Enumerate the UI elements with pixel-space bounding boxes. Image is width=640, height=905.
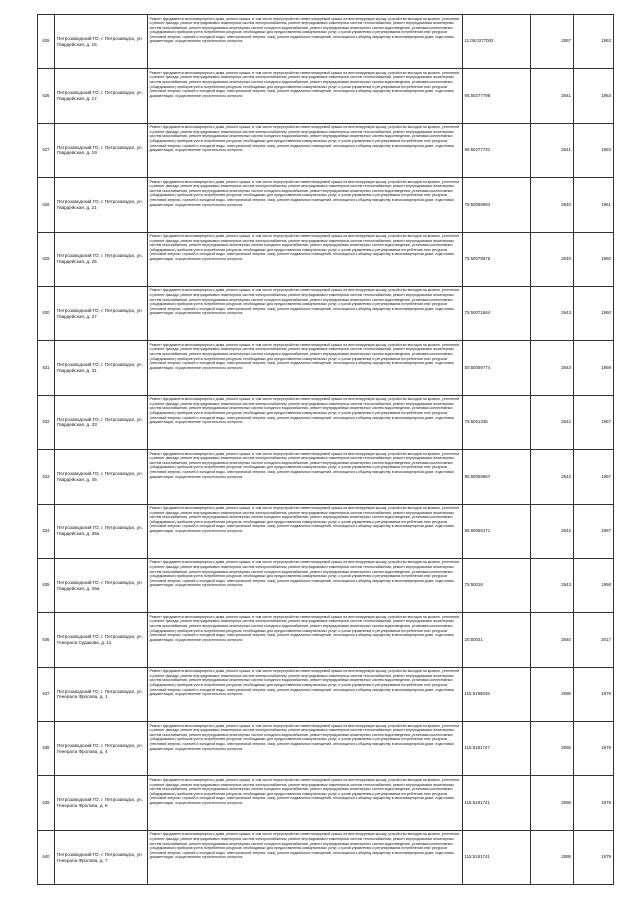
row-year: 1957 — [574, 450, 614, 504]
row-year: 1961 — [574, 178, 614, 232]
table-row — [38, 15, 614, 69]
row-number: 632 — [38, 395, 55, 449]
row-address: Петрозаводский ГО, г. Петрозаводск, ул. Генерала Фролова, д. 1 — [55, 667, 148, 721]
row-cadastral-number: 75:50089994 — [463, 178, 531, 232]
row-cadastral-number: 95:50059171 — [463, 504, 531, 558]
row-number: 640 — [38, 830, 55, 884]
row-work-description: Ремонт фундамента многоквартирного дома, ремонт крыши, в том числе переустройство невентилируемой крыши на вентилируемую крышу, устройство выходов на кровлю, утепление и ремонт фасада, ремонт внутридомовых инженерных систем электроснабжения, ремонт внутридомовых инженерных систем теплоснабжения, ремонт внутридомовых инженерных систем газоснабжения, ремонт внутридомовых инженерных систем холодного водоснабжения, ремонт внутридомовых инженерных систем водоотведения, установка коллективных (общедомовых) приборов учета потребления ресурсов, необходимых для предоставления коммунальных услуг, и узлов управления и регулирования потребления этих ресурсов (тепловой энергии, горячей и холодной воды, электрической энергии, газа), ремонт подвальных помещений, относящихся к общему имуществу в многоквартирном доме, подготовка документации, осуществление строительного контроля — [148, 504, 463, 558]
row-area: 2640 — [531, 178, 574, 232]
table-row — [38, 722, 614, 776]
table-row — [38, 558, 614, 612]
table-row — [38, 341, 614, 395]
row-work-description: Ремонт фундамента многоквартирного дома, ремонт крыши, в том числе переустройство невентилируемой крыши на вентилируемую крышу, устройство выходов на кровлю, утепление и ремонт фасада, ремонт внутридомовых инженерных систем электроснабжения, ремонт внутридомовых инженерных систем теплоснабжения, ремонт внутридомовых инженерных систем газоснабжения, ремонт внутридомовых инженерных систем холодного водоснабжения, ремонт внутридомовых инженерных систем водоотведения, установка коллективных (общедомовых) приборов учета потребления ресурсов, необходимых для предоставления коммунальных услуг, и узлов управления и регулирования потребления этих ресурсов (тепловой энергии, горячей и холодной воды, электрической энергии, газа), ремонт подвальных помещений, относящихся к общему имуществу в многоквартирном доме, подготовка документации, осуществление строительного контроля — [148, 15, 463, 69]
row-year: 1957 — [574, 395, 614, 449]
row-work-description: Ремонт фундамента многоквартирного дома, ремонт крыши, в том числе переустройство невентилируемой крыши на вентилируемую крышу, устройство выходов на кровлю, утепление и ремонт фасада, ремонт внутридомовых инженерных систем электроснабжения, ремонт внутридомовых инженерных систем теплоснабжения, ремонт внутридомовых инженерных систем газоснабжения, ремонт внутридомовых инженерных систем холодного водоснабжения, ремонт внутридомовых инженерных систем водоотведения, установка коллективных (общедомовых) приборов учета потребления ресурсов, необходимых для предоставления коммунальных услуг, и узлов управления и регулирования потребления этих ресурсов (тепловой энергии, горячей и холодной воды, электрической энергии, газа), ремонт подвальных помещений, относящихся к общему имуществу в многоквартирном доме, подготовка документации, осуществление строительного контроля — [148, 232, 463, 286]
row-address: Петрозаводский ГО, г. Петрозаводск, ул. Гвардейская, д. 45 — [55, 450, 148, 504]
works-table — [37, 14, 614, 885]
row-area: 2595 — [531, 776, 574, 830]
row-address: Петрозаводский ГО, г. Петрозаводск, ул. Гвардейская, д. 15 — [55, 15, 148, 69]
works-table-body — [38, 15, 614, 885]
table-row — [38, 830, 614, 884]
row-address: Петрозаводский ГО, г. Петрозаводск, ул. Гвардейская, д. 31 — [55, 341, 148, 395]
row-address: Петрозаводский ГО, г. Петрозаводск, ул. Генерала Фролова, д. 7 — [55, 830, 148, 884]
table-row — [38, 450, 614, 504]
row-cadastral-number: 95:50277798 — [463, 69, 531, 123]
row-work-description: Ремонт фундамента многоквартирного дома, ремонт крыши, в том числе переустройство невентилируемой крыши на вентилируемую крышу, устройство выходов на кровлю, утепление и ремонт фасада, ремонт внутридомовых инженерных систем электроснабжения, ремонт внутридомовых инженерных систем теплоснабжения, ремонт внутридомовых инженерных систем газоснабжения, ремонт внутридомовых инженерных систем холодного водоснабжения, ремонт внутридомовых инженерных систем водоотведения, установка коллективных (общедомовых) приборов учета потребления ресурсов, необходимых для предоставления коммунальных услуг, и узлов управления и регулирования потребления этих ресурсов (тепловой энергии, горячей и холодной воды, электрической энергии, газа), ремонт подвальных помещений, относящихся к общему имуществу в многоквартирном доме, подготовка документации, осуществление строительного контроля — [148, 722, 463, 776]
table-row — [38, 667, 614, 721]
row-cadastral-number: 20:50021 — [463, 613, 531, 667]
row-area: 2641 — [531, 69, 574, 123]
row-cadastral-number: 75:50071664 — [463, 286, 531, 340]
row-area: 2595 — [531, 830, 574, 884]
row-year: 1979 — [574, 776, 614, 830]
row-cadastral-number: 75:50018 — [463, 558, 531, 612]
table-row — [38, 286, 614, 340]
row-area: 2542 — [531, 504, 574, 558]
row-cadastral-number: 75:50079675 — [463, 232, 531, 286]
row-work-description: Ремонт фундамента многоквартирного дома, ремонт крыши, в том числе переустройство невентилируемой крыши на вентилируемую крышу, устройство выходов на кровлю, утепление и ремонт фасада, ремонт внутридомовых инженерных систем электроснабжения, ремонт внутридомовых инженерных систем теплоснабжения, ремонт внутридомовых инженерных систем газоснабжения, ремонт внутридомовых инженерных систем холодного водоснабжения, ремонт внутридомовых инженерных систем водоотведения, установка коллективных (общедомовых) приборов учета потребления ресурсов, необходимых для предоставления коммунальных услуг, и узлов управления и регулирования потребления этих ресурсов (тепловой энергии, горячей и холодной воды, электрической энергии, газа), ремонт подвальных помещений, относящихся к общему имуществу в многоквартирном доме, подготовка документации, осуществление строительного контроля — [148, 667, 463, 721]
row-work-description: Ремонт фундамента многоквартирного дома, ремонт крыши, в том числе переустройство невентилируемой крыши на вентилируемую крышу, устройство выходов на кровлю, утепление и ремонт фасада, ремонт внутридомовых инженерных систем электроснабжения, ремонт внутридомовых инженерных систем теплоснабжения, ремонт внутридомовых инженерных систем газоснабжения, ремонт внутридомовых инженерных систем холодного водоснабжения, ремонт внутридомовых инженерных систем водоотведения, установка коллективных (общедомовых) приборов учета потребления ресурсов, необходимых для предоставления коммунальных услуг, и узлов управления и регулирования потребления этих ресурсов (тепловой энергии, горячей и холодной воды, электрической энергии, газа), ремонт подвальных помещений, относящихся к общему имуществу в многоквартирном доме, подготовка документации, осуществление строительного контроля — [148, 395, 463, 449]
row-year: 1979 — [574, 830, 614, 884]
table-row — [38, 123, 614, 177]
row-address: Петрозаводский ГО, г. Петрозаводск, ул. Гвардейская, д. 45а — [55, 504, 148, 558]
row-address: Петрозаводский ГО, г. Петрозаводск, ул. Генерала Фролова, д. 6 — [55, 776, 148, 830]
row-cadastral-number: 115:5181741 — [463, 776, 531, 830]
row-year: 1963 — [574, 123, 614, 177]
row-year: 1960 — [574, 232, 614, 286]
row-cadastral-number: 11:05:0277002 — [463, 15, 531, 69]
row-number: 639 — [38, 776, 55, 830]
row-year: 1963 — [574, 15, 614, 69]
row-number: 636 — [38, 613, 55, 667]
row-year: 1979 — [574, 722, 614, 776]
row-area: 2640 — [531, 613, 574, 667]
row-year: 1979 — [574, 667, 614, 721]
row-number: 627 — [38, 123, 55, 177]
row-work-description: Ремонт фундамента многоквартирного дома, ремонт крыши, в том числе переустройство невентилируемой крыши на вентилируемую крышу, устройство выходов на кровлю, утепление и ремонт фасада, ремонт внутридомовых инженерных систем электроснабжения, ремонт внутридомовых инженерных систем теплоснабжения, ремонт внутридомовых инженерных систем газоснабжения, ремонт внутридомовых инженерных систем холодного водоснабжения, ремонт внутридомовых инженерных систем водоотведения, установка коллективных (общедомовых) приборов учета потребления ресурсов, необходимых для предоставления коммунальных услуг, и узлов управления и регулирования потребления этих ресурсов (тепловой энергии, горячей и холодной воды, электрической энергии, газа), ремонт подвальных помещений, относящихся к общему имуществу в многоквартирном доме, подготовка документации, осуществление строительного контроля — [148, 776, 463, 830]
row-address: Петрозаводский ГО, г. Петрозаводск, ул. Гвардейская, д. 19 — [55, 123, 148, 177]
row-year: 2017 — [574, 613, 614, 667]
row-cadastral-number: 50:50059774 — [463, 341, 531, 395]
table-row — [38, 69, 614, 123]
row-year: 1960 — [574, 286, 614, 340]
row-address: Петрозаводский ГО, г. Петрозаводск, ул. Гвардейская, д. 21 — [55, 178, 148, 232]
row-area: 2543 — [531, 558, 574, 612]
row-number: 637 — [38, 667, 55, 721]
row-year: 1958 — [574, 558, 614, 612]
table-row — [38, 178, 614, 232]
row-year: 1963 — [574, 69, 614, 123]
row-area: 2595 — [531, 667, 574, 721]
row-cadastral-number: 95:50277731 — [463, 123, 531, 177]
table-row — [38, 395, 614, 449]
row-area: 2643 — [531, 286, 574, 340]
row-work-description: Ремонт фундамента многоквартирного дома, ремонт крыши, в том числе переустройство невентилируемой крыши на вентилируемую крышу, устройство выходов на кровлю, утепление и ремонт фасада, ремонт внутридомовых инженерных систем электроснабжения, ремонт внутридомовых инженерных систем теплоснабжения, ремонт внутридомовых инженерных систем газоснабжения, ремонт внутридомовых инженерных систем холодного водоснабжения, ремонт внутридомовых инженерных систем водоотведения, установка коллективных (общедомовых) приборов учета потребления ресурсов, необходимых для предоставления коммунальных услуг, и узлов управления и регулирования потребления этих ресурсов (тепловой энергии, горячей и холодной воды, электрической энергии, газа), ремонт подвальных помещений, относящихся к общему имуществу в многоквартирном доме, подготовка документации, осуществление строительного контроля — [148, 286, 463, 340]
row-year: 1959 — [574, 341, 614, 395]
row-cadastral-number: 75:5051336 — [463, 395, 531, 449]
row-work-description: Ремонт фундамента многоквартирного дома, ремонт крыши, в том числе переустройство невентилируемой крыши на вентилируемую крышу, устройство выходов на кровлю, утепление и ремонт фасада, ремонт внутридомовых инженерных систем электроснабжения, ремонт внутридомовых инженерных систем теплоснабжения, ремонт внутридомовых инженерных систем газоснабжения, ремонт внутридомовых инженерных систем холодного водоснабжения, ремонт внутридомовых инженерных систем водоотведения, установка коллективных (общедомовых) приборов учета потребления ресурсов, необходимых для предоставления коммунальных услуг, и узлов управления и регулирования потребления этих ресурсов (тепловой энергии, горячей и холодной воды, электрической энергии, газа), ремонт подвальных помещений, относящихся к общему имуществу в многоквартирном доме, подготовка документации, осуществление строительного контроля — [148, 830, 463, 884]
table-row — [38, 504, 614, 558]
table-row — [38, 613, 614, 667]
row-address: Петрозаводский ГО, г. Петрозаводск, ул. Гвардейская, д. 25 — [55, 232, 148, 286]
row-work-description: Ремонт фундамента многоквартирного дома, ремонт крыши, в том числе переустройство невентилируемой крыши на вентилируемую крышу, устройство выходов на кровлю, утепление и ремонт фасада, ремонт внутридомовых инженерных систем электроснабжения, ремонт внутридомовых инженерных систем теплоснабжения, ремонт внутридомовых инженерных систем газоснабжения, ремонт внутридомовых инженерных систем холодного водоснабжения, ремонт внутридомовых инженерных систем водоотведения, установка коллективных (общедомовых) приборов учета потребления ресурсов, необходимых для предоставления коммунальных услуг, и узлов управления и регулирования потребления этих ресурсов (тепловой энергии, горячей и холодной воды, электрической энергии, газа), ремонт подвальных помещений, относящихся к общему имуществу в многоквартирном доме, подготовка документации, осуществление строительного контроля — [148, 450, 463, 504]
row-work-description: Ремонт фундамента многоквартирного дома, ремонт крыши, в том числе переустройство невентилируемой крыши на вентилируемую крышу, устройство выходов на кровлю, утепление и ремонт фасада, ремонт внутридомовых инженерных систем электроснабжения, ремонт внутридомовых инженерных систем теплоснабжения, ремонт внутридомовых инженерных систем газоснабжения, ремонт внутридомовых инженерных систем холодного водоснабжения, ремонт внутридомовых инженерных систем водоотведения, установка коллективных (общедомовых) приборов учета потребления ресурсов, необходимых для предоставления коммунальных услуг, и узлов управления и регулирования потребления этих ресурсов (тепловой энергии, горячей и холодной воды, электрической энергии, газа), ремонт подвальных помещений, относящихся к общему имуществу в многоквартирном доме, подготовка документации, осуществление строительного контроля — [148, 178, 463, 232]
row-area: 2641 — [531, 123, 574, 177]
row-area: 2642 — [531, 395, 574, 449]
row-number: 629 — [38, 232, 55, 286]
row-area: 2597 — [531, 15, 574, 69]
row-cadastral-number: 115:5199045 — [463, 667, 531, 721]
row-number: 631 — [38, 341, 55, 395]
row-number: 638 — [38, 722, 55, 776]
row-area: 2645 — [531, 232, 574, 286]
row-work-description: Ремонт фундамента многоквартирного дома, ремонт крыши, в том числе переустройство невентилируемой крыши на вентилируемую крышу, устройство выходов на кровлю, утепление и ремонт фасада, ремонт внутридомовых инженерных систем электроснабжения, ремонт внутридомовых инженерных систем теплоснабжения, ремонт внутридомовых инженерных систем газоснабжения, ремонт внутридомовых инженерных систем холодного водоснабжения, ремонт внутридомовых инженерных систем водоотведения, установка коллективных (общедомовых) приборов учета потребления ресурсов, необходимых для предоставления коммунальных услуг, и узлов управления и регулирования потребления этих ресурсов (тепловой энергии, горячей и холодной воды, электрической энергии, газа), ремонт подвальных помещений, относящихся к общему имуществу в многоквартирном доме, подготовка документации, осуществление строительного контроля — [148, 613, 463, 667]
row-cadastral-number: 115:5181747 — [463, 722, 531, 776]
row-address: Петрозаводский ГО, г. Петрозаводск, ул. Генерала Фролова, д. 4 — [55, 722, 148, 776]
row-work-description: Ремонт фундамента многоквартирного дома, ремонт крыши, в том числе переустройство невентилируемой крыши на вентилируемую крышу, устройство выходов на кровлю, утепление и ремонт фасада, ремонт внутридомовых инженерных систем электроснабжения, ремонт внутридомовых инженерных систем теплоснабжения, ремонт внутридомовых инженерных систем газоснабжения, ремонт внутридомовых инженерных систем холодного водоснабжения, ремонт внутридомовых инженерных систем водоотведения, установка коллективных (общедомовых) приборов учета потребления ресурсов, необходимых для предоставления коммунальных услуг, и узлов управления и регулирования потребления этих ресурсов (тепловой энергии, горячей и холодной воды, электрической энергии, газа), ремонт подвальных помещений, относящихся к общему имуществу в многоквартирном доме, подготовка документации, осуществление строительного контроля — [148, 69, 463, 123]
row-area: 2542 — [531, 450, 574, 504]
row-number: 634 — [38, 504, 55, 558]
row-address: Петрозаводский ГО, г. Петрозаводск, ул. Гвардейская, д. 17 — [55, 69, 148, 123]
row-year: 1957 — [574, 504, 614, 558]
row-work-description: Ремонт фундамента многоквартирного дома, ремонт крыши, в том числе переустройство невентилируемой крыши на вентилируемую крышу, устройство выходов на кровлю, утепление и ремонт фасада, ремонт внутридомовых инженерных систем электроснабжения, ремонт внутридомовых инженерных систем теплоснабжения, ремонт внутридомовых инженерных систем газоснабжения, ремонт внутридомовых инженерных систем холодного водоснабжения, ремонт внутридомовых инженерных систем водоотведения, установка коллективных (общедомовых) приборов учета потребления ресурсов, необходимых для предоставления коммунальных услуг, и узлов управления и регулирования потребления этих ресурсов (тепловой энергии, горячей и холодной воды, электрической энергии, газа), ремонт подвальных помещений, относящихся к общему имуществу в многоквартирном доме, подготовка документации, осуществление строительного контроля — [148, 341, 463, 395]
row-area: 2643 — [531, 341, 574, 395]
row-address: Петрозаводский ГО, г. Петрозаводск, ул. Гвардейская, д. 27 — [55, 286, 148, 340]
table-row — [38, 776, 614, 830]
row-number: 633 — [38, 450, 55, 504]
row-number: 625 — [38, 15, 55, 69]
row-work-description: Ремонт фундамента многоквартирного дома, ремонт крыши, в том числе переустройство невентилируемой крыши на вентилируемую крышу, устройство выходов на кровлю, утепление и ремонт фасада, ремонт внутридомовых инженерных систем электроснабжения, ремонт внутридомовых инженерных систем теплоснабжения, ремонт внутридомовых инженерных систем газоснабжения, ремонт внутридомовых инженерных систем холодного водоснабжения, ремонт внутридомовых инженерных систем водоотведения, установка коллективных (общедомовых) приборов учета потребления ресурсов, необходимых для предоставления коммунальных услуг, и узлов управления и регулирования потребления этих ресурсов (тепловой энергии, горячей и холодной воды, электрической энергии, газа), ремонт подвальных помещений, относящихся к общему имуществу в многоквартирном доме, подготовка документации, осуществление строительного контроля — [148, 558, 463, 612]
row-number: 635 — [38, 558, 55, 612]
row-number: 626 — [38, 69, 55, 123]
row-number: 630 — [38, 286, 55, 340]
row-number: 628 — [38, 178, 55, 232]
row-area: 2595 — [531, 722, 574, 776]
row-address: Петрозаводский ГО, г. Петрозаводск, ул. Генерала Судакова, д. 11 — [55, 613, 148, 667]
document-page — [37, 14, 613, 885]
row-address: Петрозаводский ГО, г. Петрозаводск, ул. Гвардейская, д. 49а — [55, 558, 148, 612]
table-row — [38, 232, 614, 286]
row-work-description: Ремонт фундамента многоквартирного дома, ремонт крыши, в том числе переустройство невентилируемой крыши на вентилируемую крышу, устройство выходов на кровлю, утепление и ремонт фасада, ремонт внутридомовых инженерных систем электроснабжения, ремонт внутридомовых инженерных систем теплоснабжения, ремонт внутридомовых инженерных систем газоснабжения, ремонт внутридомовых инженерных систем холодного водоснабжения, ремонт внутридомовых инженерных систем водоотведения, установка коллективных (общедомовых) приборов учета потребления ресурсов, необходимых для предоставления коммунальных услуг, и узлов управления и регулирования потребления этих ресурсов (тепловой энергии, горячей и холодной воды, электрической энергии, газа), ремонт подвальных помещений, относящихся к общему имуществу в многоквартирном доме, подготовка документации, осуществление строительного контроля — [148, 123, 463, 177]
row-cadastral-number: 115:5181741 — [463, 830, 531, 884]
row-address: Петрозаводский ГО, г. Петрозаводск, ул. Гвардейская, д. 33 — [55, 395, 148, 449]
row-cadastral-number: 95:50059567 — [463, 450, 531, 504]
